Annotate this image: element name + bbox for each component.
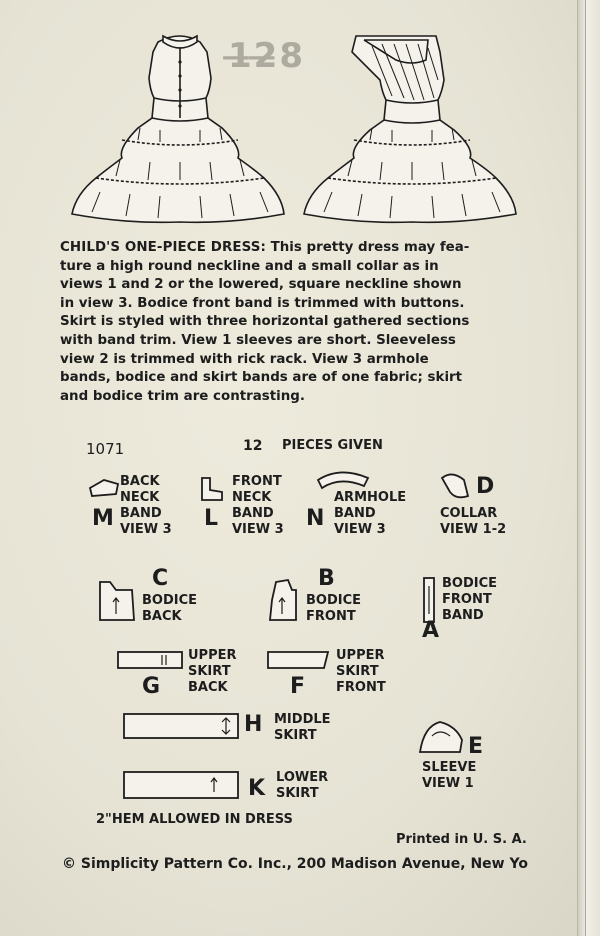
pieces-given-label: PIECES GIVEN [282,438,383,453]
desc-line-3: views 1 and 2 or the lowered, square neckline shown [60,277,462,293]
piece-e-label: SLEEVE VIEW 1 [422,760,477,791]
piece-k-letter: K [248,776,266,801]
printed-in-note: Printed in U. S. A. [396,832,527,847]
desc-line-4: in view 3. Bodice front band is trimmed with buttons. [60,295,465,311]
desc-line-5: Skirt is styled with three horizontal gathered sections [60,314,470,330]
pieces-count: 12 [243,438,263,454]
pattern-number: 1071 [86,440,125,458]
piece-h-letter: H [244,712,263,737]
piece-c-letter: C [152,566,169,591]
piece-l-label: FRONT NECK BAND VIEW 3 [232,474,284,537]
piece-c-label: BODICE BACK [142,593,198,624]
desc-line-1: CHILD'S ONE-PIECE DRESS: This pretty dress may fea- [60,240,470,255]
desc-line-8: bands, bodice and skirt bands are of one fabric; skirt [60,370,463,386]
piece-l-letter: L [204,506,219,531]
piece-n-label: ARMHOLE BAND VIEW 3 [334,490,407,537]
desc-line-9: and bodice trim are contrasting. [60,388,305,404]
piece-k-label: LOWER SKIRT [276,770,329,801]
hem-note: 2"HEM ALLOWED IN DRESS [96,812,293,827]
desc-line-6: with band trim. View 1 sleeves are short. Sleeveless [60,332,456,348]
copyright-line: © Simplicity Pattern Co. Inc., 200 Madison Avenue, New Yo [62,856,528,872]
ink-stamp: 1̶2̶8 [228,36,305,76]
piece-g-letter: G [142,674,161,699]
piece-f-letter: F [290,674,306,699]
piece-g-label: UPPER SKIRT BACK [188,648,237,695]
piece-a-label: BODICE FRONT BAND [442,576,498,623]
piece-b-letter: B [318,566,335,591]
piece-n-letter: N [306,506,325,531]
piece-e-letter: E [468,734,484,759]
piece-m-label: BACK NECK BAND VIEW 3 [120,474,172,537]
description-heading: CHILD'S ONE-PIECE DRESS: [60,240,266,255]
desc-line-2: ture a high round neckline and a small collar as in [60,258,439,274]
piece-h-label: MIDDLE SKIRT [274,712,331,743]
piece-f-label: UPPER SKIRT FRONT [336,648,386,695]
desc-line-7: view 2 is trimmed with rick rack. View 3 armhole [60,351,429,367]
piece-d-label: COLLAR VIEW 1-2 [440,506,507,537]
piece-d-letter: D [476,474,495,499]
piece-a-letter: A [422,618,440,643]
piece-m-letter: M [92,506,114,531]
piece-b-label: BODICE FRONT [306,593,362,624]
